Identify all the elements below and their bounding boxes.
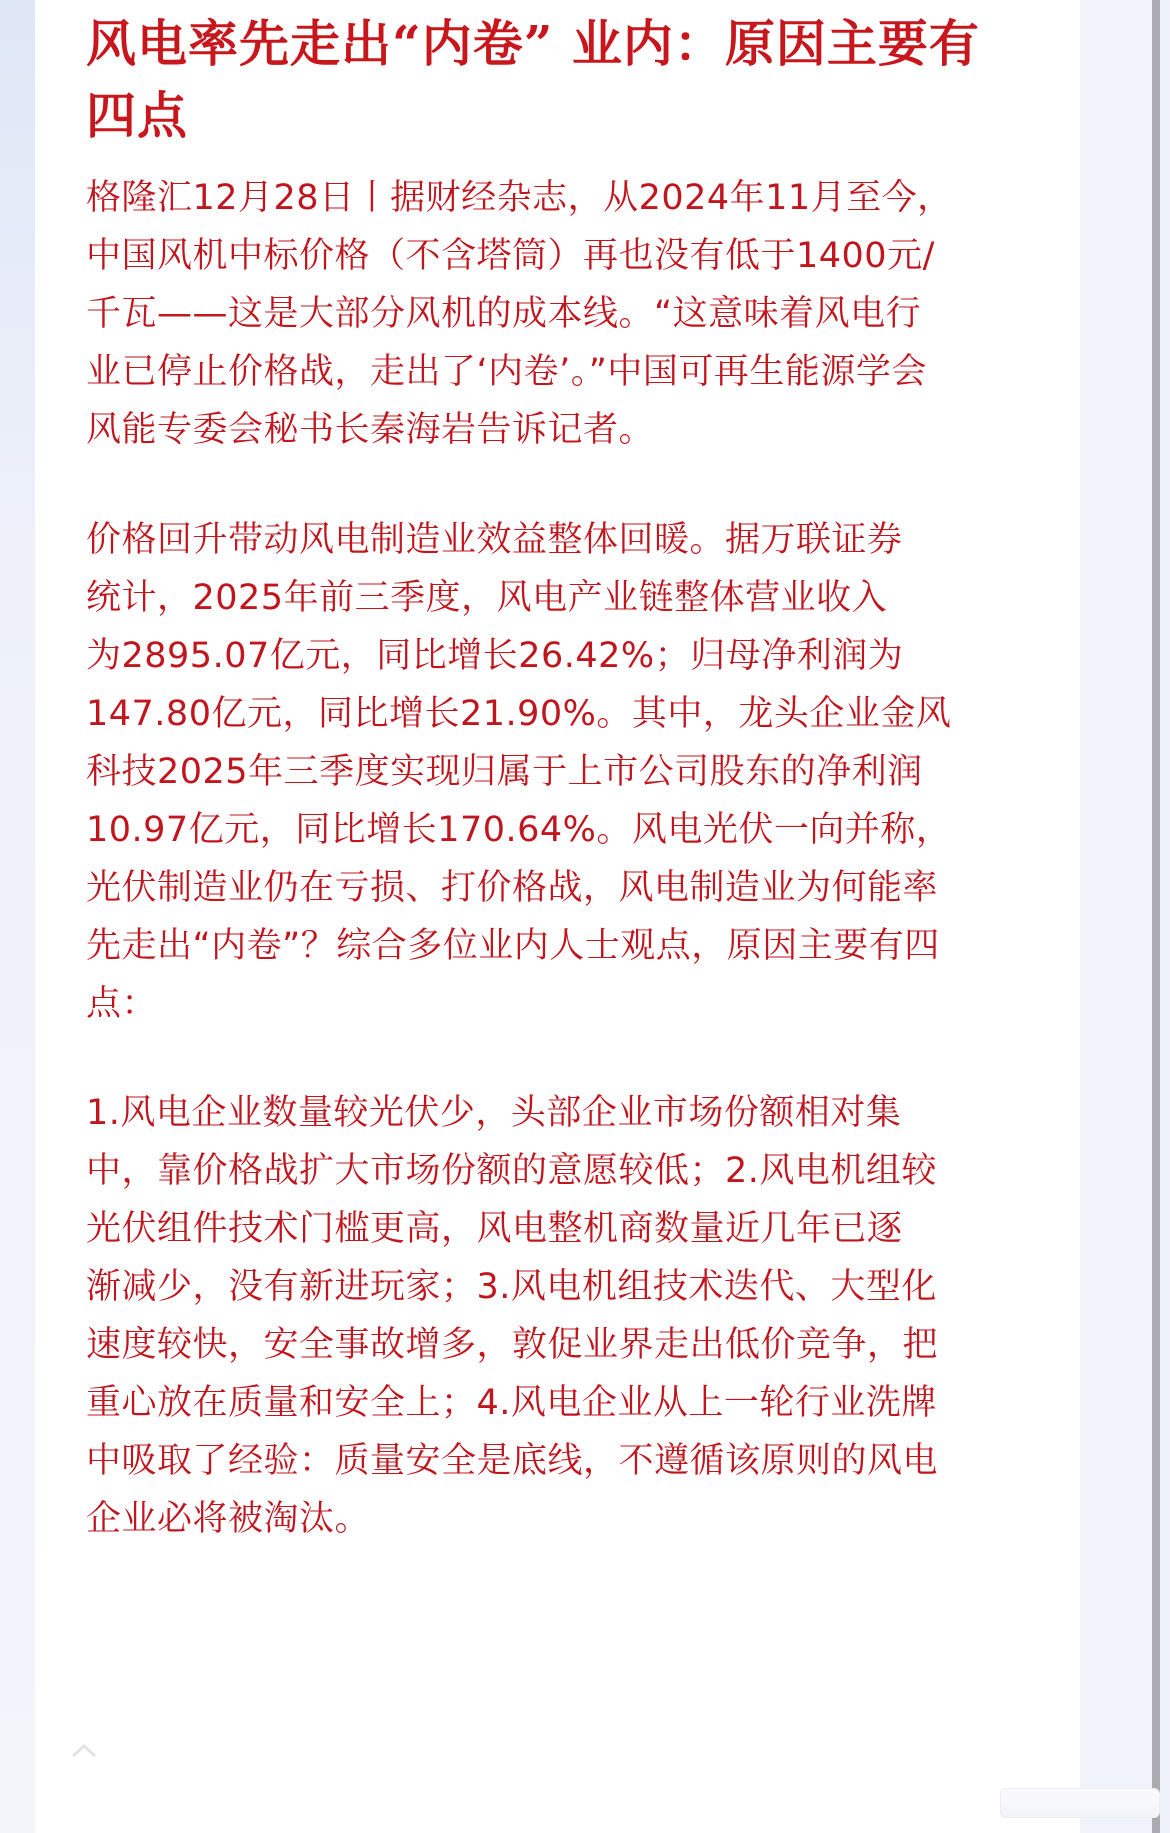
text-line: 统计，2025年前三季度，风电产业链整体营业收入 (86, 578, 888, 618)
text-line: 光伏制造业仍在亏损、打价格战，风电制造业为何能率 (86, 868, 939, 908)
scrollbar-edge (1160, 0, 1170, 1833)
paragraph-reasons (86, 1084, 1086, 1548)
article-title (86, 8, 1086, 152)
chevron-up-icon[interactable] (70, 1738, 98, 1766)
text-line: 格隆汇12月28日丨据财经杂志，从2024年11月至今， (86, 178, 953, 218)
text-line: 重心放在质量和安全上；4.风电企业从上一轮行业洗牌 (86, 1383, 937, 1423)
text-line: 业已停止价格战，走出了‘内卷’。”中国可再生能源学会 (86, 352, 927, 392)
text-line: 10.97亿元，同比增长170.64%。风电光伏一向并称， (86, 810, 952, 850)
text-line: 千瓦——这是大部分风机的成本线。“这意味着风电行 (86, 294, 922, 334)
text-line: 1.风电企业数量较光伏少，头部企业市场份额相对集 (86, 1093, 902, 1133)
text-line: 价格回升带动风电制造业效益整体回暖。据万联证券 (86, 520, 903, 560)
text-line: 科技2025年三季度实现归属于上市公司股东的净利润 (86, 752, 923, 792)
text-line: 点： (86, 984, 158, 1024)
scrollbar[interactable] (1152, 0, 1160, 1833)
text-line: 渐减少，没有新进玩家；3.风电机组技术迭代、大型化 (86, 1267, 937, 1307)
text-line: 风能专委会秘书长秦海岩告诉记者。 (86, 410, 655, 450)
text-line: 光伏组件技术门槛更高，风电整机商数量近几年已逐 (86, 1209, 903, 1249)
floating-toolbar[interactable] (1000, 1788, 1160, 1818)
title-line: 风电率先走出“内卷” 业内：原因主要有 (86, 14, 980, 73)
paragraph-earnings (86, 511, 1086, 1033)
paragraph-lead (86, 169, 1086, 459)
title-line: 四点 (86, 86, 188, 145)
text-line: 先走出“内卷”？综合多位业内人士观点，原因主要有四 (86, 926, 940, 966)
text-line: 中国风机中标价格（不含塔筒）再也没有低于1400元/ (86, 236, 935, 276)
text-line: 147.80亿元，同比增长21.90%。其中，龙头企业金风 (86, 694, 952, 734)
text-line: 速度较快，安全事故增多，敦促业界走出低价竞争，把 (86, 1325, 939, 1365)
right-gutter (1080, 0, 1152, 1833)
text-line: 中，靠价格战扩大市场份额的意愿较低；2.风电机组较 (86, 1151, 937, 1191)
text-line: 企业必将被淘汰。 (86, 1499, 371, 1539)
text-line: 为2895.07亿元，同比增长26.42%；归母净利润为 (86, 636, 904, 676)
text-line: 中吸取了经验：质量安全是底线，不遵循该原则的风电 (86, 1441, 939, 1481)
